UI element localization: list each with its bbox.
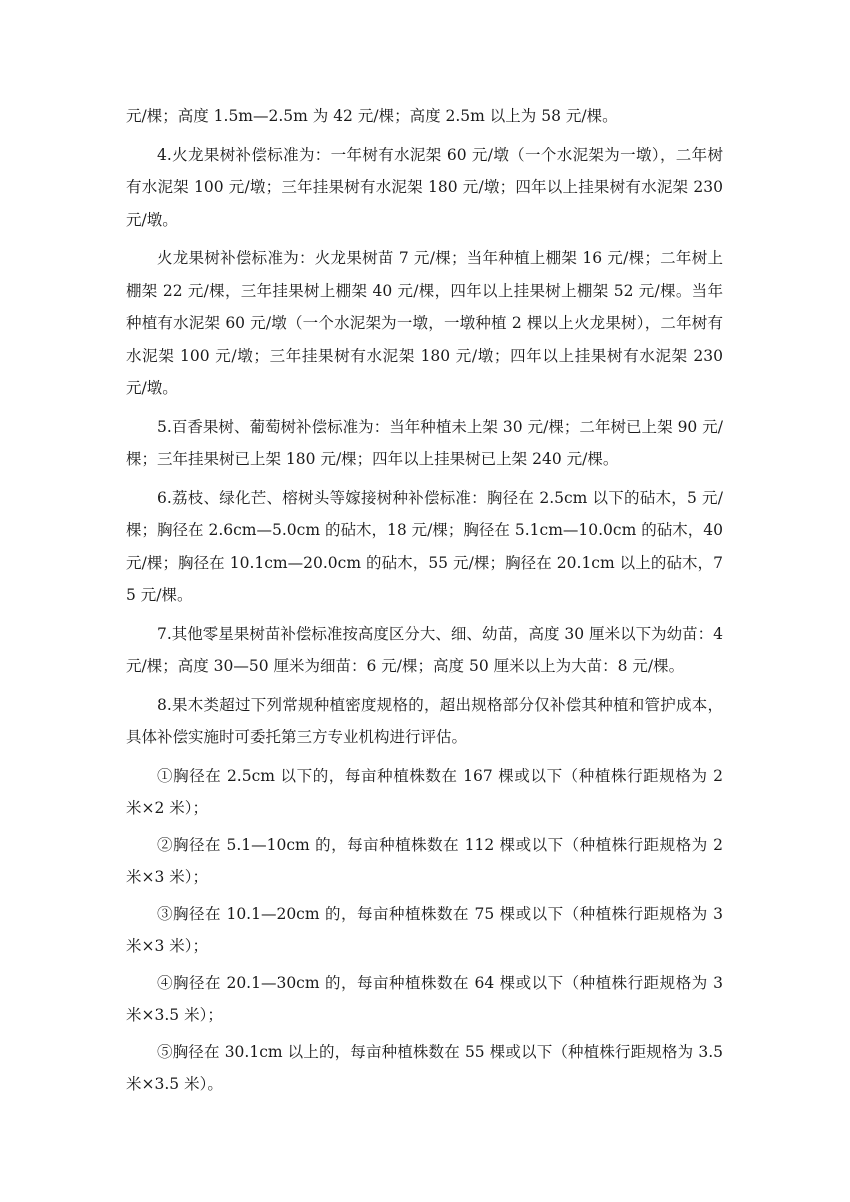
document-body: [126, 100, 723, 1105]
paragraph-dragonfruit-standard-1: 4.火龙果树补偿标准为：一年树有水泥架 60 元/墩（一个水泥架为一墩），二年树有水泥架 100 元/墩；三年挂果树有水泥架 180 元/墩；四年以上挂果树有水泥架 230 元/墩。: [126, 145, 723, 229]
paragraph-continuation: 元/棵；高度 1.5m—2.5m 为 42 元/棵；高度 2.5m 以上为 58 元/棵。: [126, 107, 618, 125]
list-item-density-4: ④胸径在 20.1—30cm 的，每亩种植株数在 64 棵或以下（种植株行距规格为 3 米×3.5 米）；: [126, 973, 723, 1024]
list-item-density-1: ①胸径在 2.5cm 以下的，每亩种植株数在 167 棵或以下（种植株行距规格为 2 米×2 米）；: [126, 766, 723, 817]
paragraph-density-rule: 8.果木类超过下列常规种植密度规格的，超出规格部分仅补偿其种植和管护成本，具体补偿实施时可委托第三方专业机构进行评估。: [126, 695, 723, 746]
paragraph-grafted-species: 6.荔枝、绿化芒、榕树头等嫁接树种补偿标准：胸径在 2.5cm 以下的砧木，5 元/棵；胸径在 2.6cm—5.0cm 的砧木，18 元/棵；胸径在 5.1cm—10.0cm 的砧木，40 元/棵；胸径在 10.1cm—20.0cm 的砧木，55 元/棵；胸径在 20.1cm 以上的砧木，75 元/棵。: [126, 488, 723, 604]
list-item-density-5: ⑤胸径在 30.1cm 以上的，每亩种植株数在 55 棵或以下（种植株行距规格为 3.5 米×3.5 米）。: [126, 1042, 723, 1093]
paragraph-seedlings: 7.其他零星果树苗补偿标准按高度区分大、细、幼苗，高度 30 厘米以下为幼苗：4 元/棵；高度 30—50 厘米为细苗：6 元/棵；高度 50 厘米以上为大苗：8 元/棵。: [126, 624, 723, 675]
paragraph-passionfruit-grape: 5.百香果树、葡萄树补偿标准为：当年种植未上架 30 元/棵；二年树已上架 90 元/棵；三年挂果树已上架 180 元/棵；四年以上挂果树已上架 240 元/棵。: [126, 417, 723, 468]
list-item-density-3: ③胸径在 10.1—20cm 的，每亩种植株数在 75 棵或以下（种植株行距规格为 3 米×3 米）；: [126, 904, 723, 955]
paragraph-dragonfruit-standard-2: 火龙果树补偿标准为：火龙果树苗 7 元/棵；当年种植上棚架 16 元/棵；二年树上棚架 22 元/棵，三年挂果树上棚架 40 元/棵，四年以上挂果树上棚架 52 元/棵。当年种植有水泥架 60 元/墩（一个水泥架为一墩，一墩种植 2 棵以上火龙果树），二年树有水泥架 100 元/墩；三年挂果树有水泥架 180 元/墩；四年以上挂果树有水泥架 230 元/墩。: [126, 249, 723, 397]
list-item-density-2: ②胸径在 5.1—10cm 的，每亩种植株数在 112 棵或以下（种植株行距规格为 2 米×3 米）；: [126, 835, 723, 886]
